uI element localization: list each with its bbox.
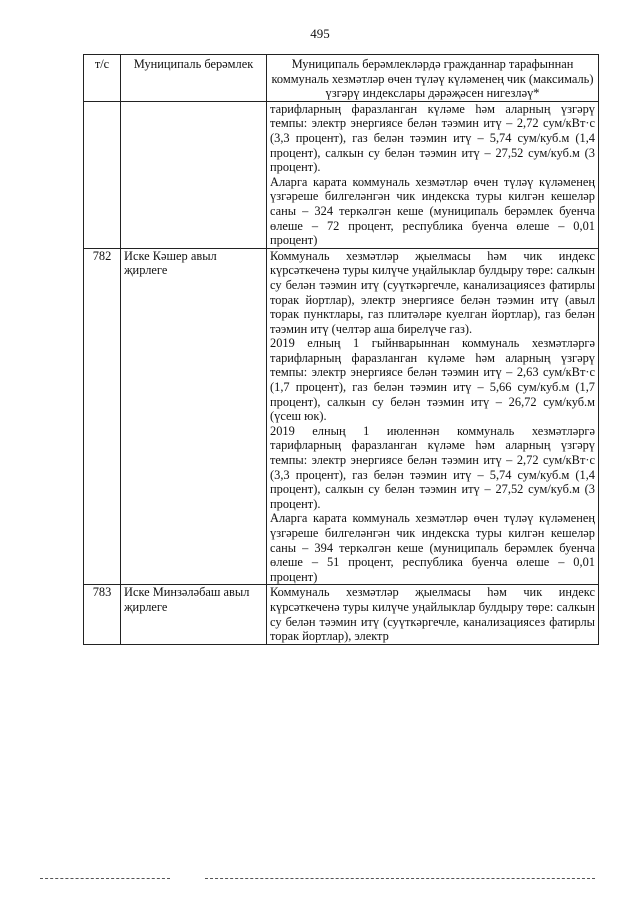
paragraph: тарифларның фаразланган күләме һәм аларның үзгәрү темпы: электр энергиясе белән тәэмин итү – 2,72 сум/кВт·с (3,3 процент), газ белән тәэмин итү – 5,74 сум/куб.м (1,4 процент), салкын су белән тәэмин итү – 27,52 сум/куб.м (3 процент).: [270, 101, 595, 175]
row-municipality: [121, 101, 267, 248]
paragraph: 2019 елның 1 гыйнварыннан коммуналь хезмәтләргә тарифларның фаразланган күләме һәм аларның үзгәрү темпы: электр энергиясе белән тәэмин итү – 2,63 сум/кВт·с (1,7 процент), газ белән тәэмин итү – 5,66 сум/куб.м (1,7 процент), салкын су белән тәэмин итү – 26,72 сум/куб.м (үсеш юк).: [270, 336, 595, 424]
table-row: [84, 101, 599, 248]
header-num: т/с: [84, 55, 121, 102]
row-description: [267, 101, 599, 248]
row-description: [267, 585, 599, 644]
row-municipality: Иске Минзәләбаш авыл җирлеге: [121, 585, 267, 644]
row-description: [267, 248, 599, 585]
tariff-table: [83, 54, 599, 645]
scan-edge-line: [205, 878, 595, 879]
page-number: 495: [310, 26, 330, 41]
row-number: 782: [84, 248, 121, 585]
table-row: [84, 248, 599, 585]
header-municipality: Муниципаль берәмлек: [121, 55, 267, 102]
paragraph: 2019 елның 1 июленнән коммуналь хезмәтләргә тарифларның фаразланган күләме һәм аларның үзгәрү темпы: электр энергиясе белән тәэмин итү – 2,72 сум/кВт·с (3,3 процент), газ белән тәэмин итү – 5,74 сум/куб.м (1,4 процент), салкын су белән тәэмин итү – 27,52 сум/куб.м (3 процент).: [270, 423, 595, 511]
scan-edge-line: [40, 878, 170, 879]
paragraph: Коммуналь хезмәтләр җыелмасы һәм чик индекс күрсәткеченә туры килүче уңайлыклар булдыру төре: салкын су белән тәэмин итү (суүткәргечле, канализациясез фатирлы торак йортлар), электр: [270, 585, 595, 644]
paragraph: Аларга карата коммуналь хезмәтләр өчен түләү күләменең үзгәреше билгеләнгән чик индекска туры килгән кешеләр саны – 324 теркәлгән кеше (муниципаль берәмлек буенча өлеше – 72 процент, республика буенча өлеше – 0,01 процент): [270, 174, 595, 248]
paragraph: Аларга карата коммуналь хезмәтләр өчен түләү күләменең үзгәреше билгеләнгән чик индекска туры килгән кешеләр саны – 394 теркәлгән кеше (муниципаль берәмлек буенча өлеше – 51 процент, республика буенча өлеше – 0,01 процент): [270, 511, 595, 584]
header-description: Муниципаль берәмлекләрдә гражданнар тарафыннан коммуналь хезмәтләр өчен түләү күләменең чик (максималь) үзгәрү индекслары дәрәҗәсен нигезләү*: [267, 55, 599, 102]
row-municipality: Иске Кәшер авыл җирлеге: [121, 248, 267, 585]
row-number: 783: [84, 585, 121, 644]
table-header-row: [84, 55, 599, 102]
row-number: [84, 101, 121, 248]
paragraph: Коммуналь хезмәтләр җыелмасы һәм чик индекс күрсәткеченә туры килүче уңайлыклар булдыру төре: салкын су белән тәэмин итү (суүткәргечле, канализациясез фатирлы торак йортлар), электр энергиясе белән тәэмин итү (авыл торак пунктлары, газ плитәләре куелган йортлар), газ белән тәэмин итү (челтәр аша бирелүче газ).: [270, 248, 595, 336]
table-row: [84, 585, 599, 644]
